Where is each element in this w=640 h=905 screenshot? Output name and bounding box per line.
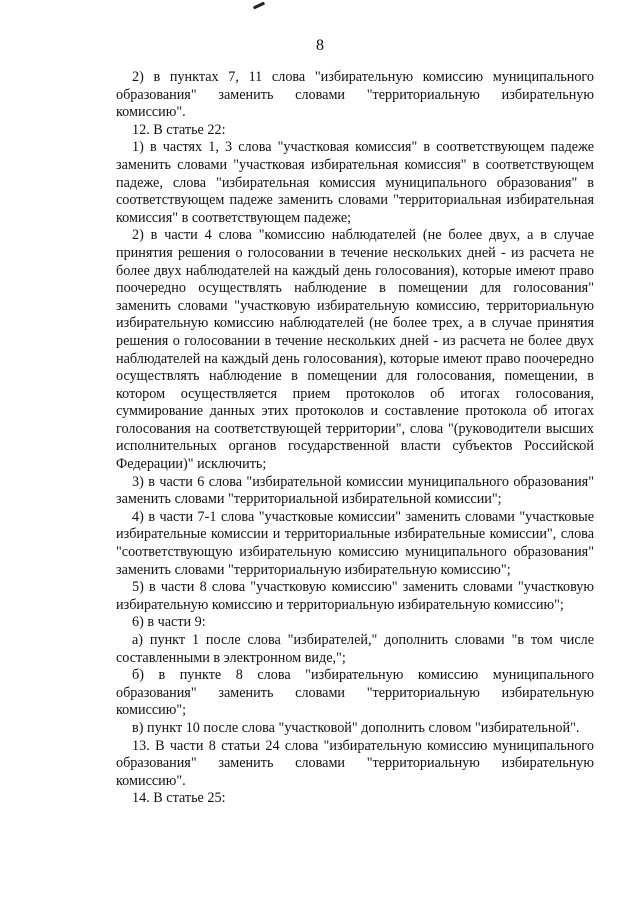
paragraph-subitem-a: а) пункт 1 после слова "избирателей," дополнить словами "в том числе составленными в электронном виде,";	[116, 632, 594, 666]
paragraph-article-24: 13. В части 8 статьи 24 слова "избирательную комиссию муниципального образования" заменить словами "территориальную избирательную комиссию".	[116, 737, 594, 789]
paragraph-article-22-item-5: 5) в части 8 слова "участковую комиссию" заменить словами "участковую избирательную комиссию и территориальную избирательную комиссию";	[116, 579, 594, 613]
paragraph-article-22-item-6: 6) в части 9:	[132, 614, 206, 631]
paragraph-subitem-b: б) в пункте 8 слова "избирательную комиссию муниципального образования" заменить словами "территориальную избирательную комиссию";	[116, 667, 594, 719]
document-body	[116, 69, 594, 808]
paragraph-article-25: 14. В статье 25:	[132, 790, 226, 807]
scan-artifact-mark	[253, 2, 265, 10]
paragraph-article-22: 12. В статье 22:	[132, 121, 226, 138]
paragraph-article-22-item-4: 4) в части 7-1 слова "участковые комиссии" заменить словами "участковые избирательные комиссии и территориальные избирательные комиссии", слова "соответствующую избирательную комиссию муниципального образования" заменить словами "территориальную избирательную комиссию";	[116, 508, 594, 578]
page-number: 8	[316, 37, 324, 54]
paragraph-article-22-item-2: 2) в части 4 слова "комиссию наблюдателей (не более двух, а в случае принятия решения о голосовании в течение нескольких дней - из расчета не более двух наблюдателей на каждый день голосования), которые имеют право поочередно осуществлять наблюдение в помещении для голосования" заменить словами "участковую избирательную комиссию, территориальную избирательную комиссию наблюдателей (не более трех, а в случае принятия решения о голосовании в течение нескольких дней - из расчета не более двух наблюдателей на каждый день голосования), которые имеют право поочередно осуществлять наблюдение в помещении для голосования, помещении, в котором осуществляется прием протоколов об итогах голосования, суммирование данных этих протоколов и составление протокола об итогах голосования на соответствующей территории", слова "(руководители высших исполнительных органов государственной власти субъектов Российской Федерации)" исключить;	[116, 227, 594, 473]
paragraph-subitem-v: в) пункт 10 после слова "участковой" дополнить словом "избирательной".	[132, 719, 580, 736]
paragraph-article-22-item-1: 1) в частях 1, 3 слова "участковая комиссия" в соответствующем падеже заменить словами "участковая избирательная комиссия" в соответствующем падеже, слова "избирательная комиссия муниципального образования" в соответствующем падеже заменить словами "территориальная избирательная комиссия" в соответствующем падеже;	[116, 139, 594, 226]
paragraph-item-2: 2) в пунктах 7, 11 слова "избирательную комиссию муниципального образования" заменить словами "территориальную избирательную комиссию".	[116, 69, 594, 121]
paragraph-article-22-item-3: 3) в части 6 слова "избирательной комиссии муниципального образования" заменить словами "территориальной избирательной комиссии";	[116, 473, 594, 508]
